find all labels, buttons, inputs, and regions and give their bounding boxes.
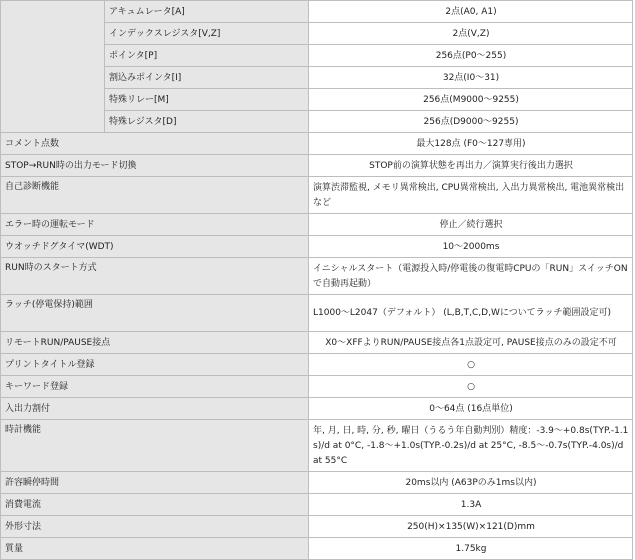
row-value: イニシャルスタート（電源投入時/停電後の復電時CPUの「RUN」スイッチONで自動再起動） (309, 258, 633, 295)
row-value: L1000～L2047（デフォルト） (L,B,T,C,D,Wについてラッチ範囲設定可) (309, 295, 633, 332)
table-row (1, 1, 633, 23)
row-label: 入出力割付 (1, 398, 309, 420)
row-value: 256点(D9000～9255) (309, 111, 633, 133)
row-label: ポインタ[P] (105, 45, 309, 67)
table-row (1, 494, 633, 516)
row-label: アキュムレータ[A] (105, 1, 309, 23)
row-label: エラー時の運転モード (1, 214, 309, 236)
row-value: 0～64点 (16点単位) (309, 398, 633, 420)
row-label: 割込みポインタ[I] (105, 67, 309, 89)
table-row (1, 538, 633, 560)
row-value: STOP前の演算状態を再出力／演算実行後出力選択 (309, 155, 633, 177)
table-row (1, 398, 633, 420)
row-value: 256点(M9000～9255) (309, 89, 633, 111)
table-row (1, 516, 633, 538)
row-value: 1.75kg (309, 538, 633, 560)
row-label: 時計機能 (1, 420, 309, 472)
row-label: リモートRUN/PAUSE接点 (1, 332, 309, 354)
table-row (1, 236, 633, 258)
row-value: 256点(P0～255) (309, 45, 633, 67)
row-label: キーワード登録 (1, 376, 309, 398)
row-label: インデックスレジスタ[V,Z] (105, 23, 309, 45)
row-label: 特殊レジスタ[D] (105, 111, 309, 133)
row-label: コメント点数 (1, 133, 309, 155)
table-row (1, 472, 633, 494)
row-label: ラッチ(停電保持)範囲 (1, 295, 309, 332)
table-row (1, 214, 633, 236)
row-value: 最大128点 (F0～127専用) (309, 133, 633, 155)
row-label: 自己診断機能 (1, 177, 309, 214)
row-value: 2点(A0, A1) (309, 1, 633, 23)
row-label: 消費電流 (1, 494, 309, 516)
row-label: ウオッチドグタイマ(WDT) (1, 236, 309, 258)
row-value: 年, 月, 日, 時, 分, 秒, 曜日（うるう年自動判別）精度：-3.9～+0.8s(TYP.-1.1s)/d at 0°C, -1.8～+1.0s(TYP.-0.2s)/d at 25°C, -8.5～-0.7s(TYP.-4.0s)/d at 55°C (309, 420, 633, 472)
row-label: 特殊リレー[M] (105, 89, 309, 111)
row-value: ○ (309, 376, 633, 398)
row-value: ○ (309, 354, 633, 376)
row-value: 停止／続行選択 (309, 214, 633, 236)
row-label: 許容瞬停時間 (1, 472, 309, 494)
row-value: 2点(V,Z) (309, 23, 633, 45)
row-label: 質量 (1, 538, 309, 560)
row-label: プリントタイトル登録 (1, 354, 309, 376)
row-value: 20ms以内 (A63Pのみ1ms以内) (309, 472, 633, 494)
table-row (1, 258, 633, 295)
table-row (1, 177, 633, 214)
table-row (1, 295, 633, 332)
table-row (1, 376, 633, 398)
table-row (1, 155, 633, 177)
row-value: 250(H)×135(W)×121(D)mm (309, 516, 633, 538)
row-value: 32点(I0～31) (309, 67, 633, 89)
row-label: RUN時のスタート方式 (1, 258, 309, 295)
row-value: 10～2000ms (309, 236, 633, 258)
row-value: 演算渋滞監視, メモリ異常検出, CPU異常検出, 入出力異常検出, 電池異常検出など (309, 177, 633, 214)
table-row (1, 354, 633, 376)
row-value: X0～XFFよりRUN/PAUSE接点各1点設定可, PAUSE接点のみの設定不可 (309, 332, 633, 354)
group-spacer-cell (1, 1, 105, 133)
table-row (1, 133, 633, 155)
row-value: 1.3A (309, 494, 633, 516)
table-row (1, 332, 633, 354)
row-label: 外形寸法 (1, 516, 309, 538)
table-row (1, 420, 633, 472)
row-label: STOP→RUN時の出力モード切換 (1, 155, 309, 177)
